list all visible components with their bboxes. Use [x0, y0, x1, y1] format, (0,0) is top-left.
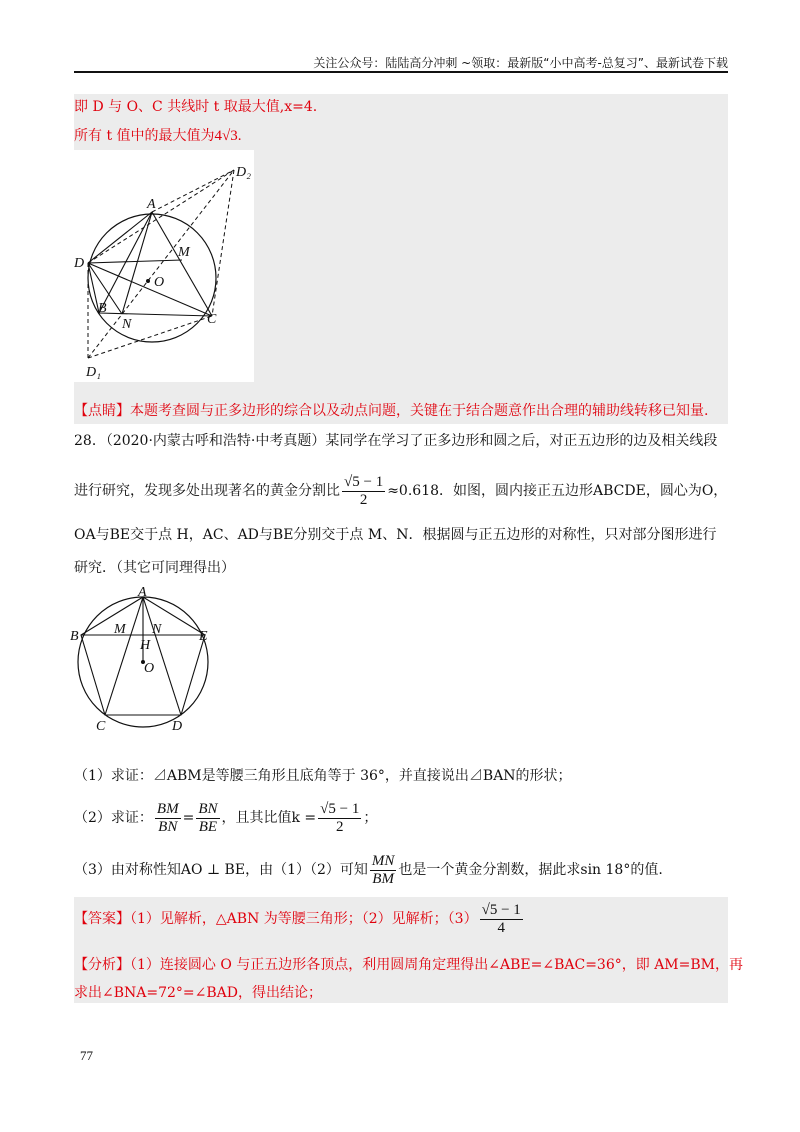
question-2-end: ； — [363, 810, 378, 826]
fig1-line-AN — [122, 212, 152, 314]
question-2-mid: ，且其比值k = — [221, 810, 317, 826]
solution-line-1: 即 D 与 O、C 共线时 t 取最大值,x=4. — [74, 99, 318, 115]
answer-fraction-den: 4 — [497, 919, 505, 936]
q2-k-num: √5 − 1 — [320, 800, 360, 817]
question-3-suffix: 也是一个黄金分割数，据此求sin 18°的值. — [398, 862, 663, 878]
q2-fraction-2 — [196, 801, 219, 836]
q2-fraction-1 — [155, 801, 181, 836]
answer-line — [74, 900, 525, 938]
question-3 — [74, 852, 663, 888]
golden-ratio-denominator: 2 — [359, 491, 368, 508]
q3-fraction-den: BM — [372, 870, 394, 887]
fig2-label-H: H — [140, 638, 151, 653]
header-rule — [74, 71, 728, 73]
fig2-label-N: N — [152, 622, 162, 637]
fig2-line-AC — [105, 597, 143, 715]
page-number: 77 — [80, 1048, 93, 1063]
q3-fraction — [370, 853, 397, 888]
problem-line-2-suffix: ≈0.618．如图，圆内接正五边形ABCDE，圆心为O， — [387, 483, 728, 499]
solution-line-2-prefix: 所有 t 值中的最大值为 — [74, 128, 215, 144]
question-3-prefix: （3）由对称性知AO ⊥ BE，由（1）（2）可知 — [74, 862, 368, 878]
fig1-label-A: A — [147, 197, 156, 212]
problem-line-2-prefix: 进行研究，发现多处出现著名的黄金分割比 — [74, 483, 340, 499]
fig2-label-C: C — [96, 719, 106, 734]
fig2-line-AD — [143, 597, 181, 715]
fig2-label-E: E — [199, 629, 208, 644]
fig1-label-M: M — [178, 245, 190, 260]
question-1: （1）求证：⊿ABM是等腰三角形且底角等于 36°，并直接说出⊿BAN的形状； — [74, 768, 572, 784]
answer-fraction-num: √5 − 1 — [481, 901, 521, 918]
problem-line-2 — [74, 473, 727, 509]
q3-fraction-num: MN — [371, 852, 395, 869]
q2-k-fraction — [318, 801, 361, 836]
fig1-dash-DD2 — [88, 170, 234, 263]
figure-circle-pentagon-1 — [74, 150, 254, 382]
problem-line-3: OA与BE交于点 H，AC、AD与BE分别交于点 M、N．根据圆与正五边形的对称性，只对部分图形进行 — [74, 527, 717, 543]
analysis-line-2-text: 求出∠BNA=72°=∠BAD，得出结论； — [74, 985, 323, 1001]
question-2: （2）求证： $\frac{BM}{BN}$ = $\frac{BN}{BE}$ ，且其比值k = $\frac{√5 - 1}{2}$ ； — [74, 800, 378, 835]
answer-fraction — [480, 902, 523, 937]
page-header: 关注公众号：陆陆高分冲刺 ~领取：最新版“小中高考-总复习”、最新试卷下载 — [313, 56, 728, 70]
q2-fraction-2-num: BN — [198, 800, 218, 817]
fig1-dash-AD2 — [152, 170, 234, 212]
analysis-line-1 — [74, 955, 743, 975]
fig2-label-D: D — [172, 719, 183, 734]
fig2-label-B: B — [70, 629, 79, 644]
fig2-label-M: M — [114, 622, 126, 637]
fig1-dash-D2C — [212, 170, 234, 316]
figure-inscribed-pentagon — [68, 585, 218, 735]
problem-line-4: 研究．（其它可同理得出） — [74, 560, 235, 576]
fig1-circle — [88, 214, 216, 342]
golden-ratio-fraction — [342, 474, 385, 509]
fig1-line-BC — [99, 313, 212, 316]
q2-fraction-2-den: BE — [198, 818, 218, 835]
fig1-line-DC — [88, 263, 212, 316]
solution-max-value: 4√3. — [214, 128, 242, 144]
fig1-line-DA — [88, 212, 152, 263]
fig1-label-D1: D₁ — [86, 365, 101, 380]
fig1-label-D: D — [74, 256, 85, 271]
question-2-prefix: （2）求证： — [74, 810, 153, 826]
analysis-line-2 — [74, 983, 322, 1003]
q2-fraction-1-den: BN — [158, 818, 178, 835]
solution-line-2 — [74, 126, 242, 146]
answer-prefix: 【答案】（1）见解析，△ABN 为等腰三角形；（2）见解析；（3） — [74, 911, 478, 927]
fig1-label-N: N — [122, 317, 132, 332]
problem-line-1: 28．（2020·内蒙古呼和浩特·中考真题）某同学在学习了正多边形和圆之后，对正五边形的边及相关线段 — [74, 433, 718, 449]
q2-fraction-1-num: BM — [156, 800, 179, 817]
fig1-label-C: C — [207, 312, 217, 327]
analysis-line-1-text: 【分析】（1）连接圆心 O 与正五边形各顶点，利用圆周角定理得出∠ABE=∠BAC=36°，即 AM=BM，再 — [74, 957, 743, 973]
fig1-dash-D1D2 — [88, 170, 234, 358]
q2-k-den: 2 — [336, 818, 344, 835]
fig1-label-O: O — [154, 275, 165, 290]
fig2-label-O: O — [144, 661, 155, 676]
fig1-line-DM — [88, 260, 182, 263]
fig1-center-dot — [146, 279, 150, 283]
fig1-label-D2: D₂ — [236, 165, 251, 180]
fig1-label-B: B — [98, 301, 107, 316]
solution-comment: 【点睛】本题考查圆与正多边形的综合以及动点问题，关键在于结合题意作出合理的辅助线转移已知量. — [74, 403, 709, 419]
golden-ratio-numerator: √5 − 1 — [344, 473, 384, 490]
fig2-label-A: A — [138, 585, 147, 600]
